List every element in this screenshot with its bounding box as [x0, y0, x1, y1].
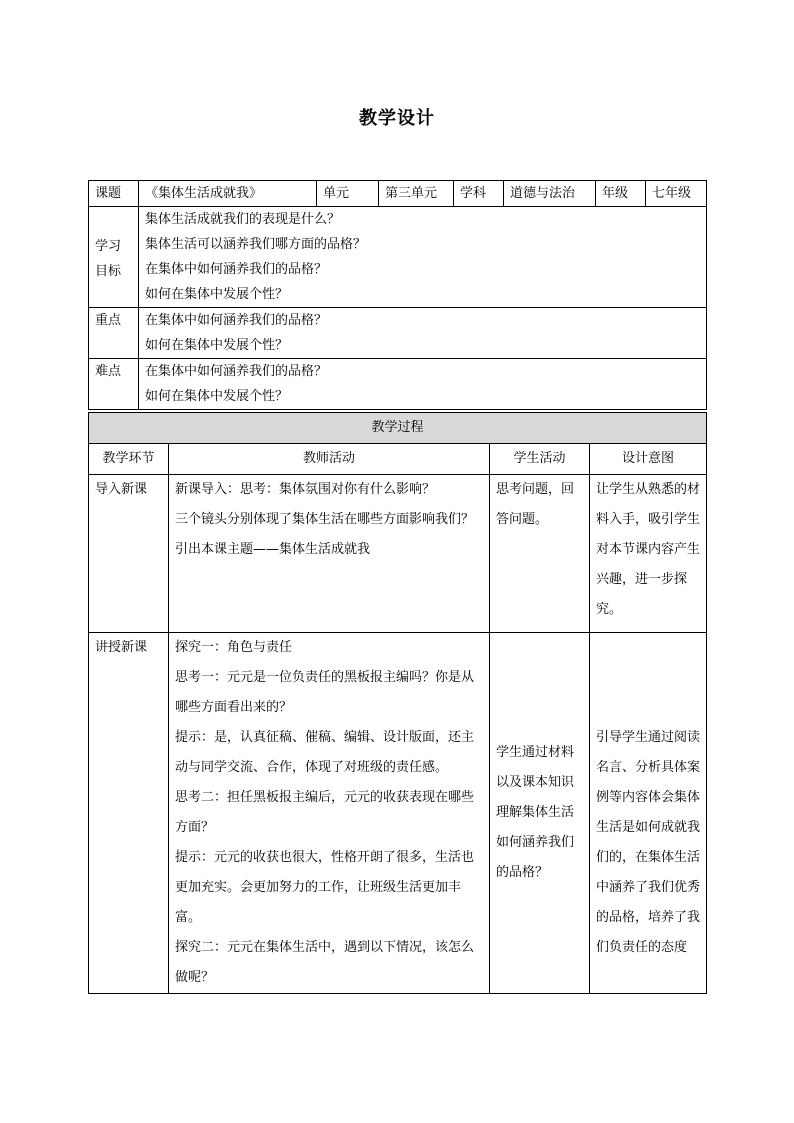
subject-value: 道德与法治: [504, 181, 596, 207]
grade-label: 年级: [596, 181, 646, 207]
teacher-activity-line: 探究二：元元在集体生活中，遇到以下情况，该怎么做呢？: [175, 940, 475, 985]
objectives-content: [139, 207, 707, 308]
process-row-intro: [89, 475, 707, 633]
objectives-row: [89, 207, 707, 308]
difficult-points-label: 难点: [89, 359, 139, 410]
process-heading: 教学过程: [89, 413, 707, 444]
teacher-activity-line: 思考二：担任黑板报主编后，元元的收获表现在哪些方面？: [175, 790, 475, 835]
teaching-process-table: [88, 412, 707, 994]
column-header-teacher: 教师活动: [169, 444, 490, 475]
stage-cell: 讲授新课: [89, 633, 169, 994]
grade-value: 七年级: [646, 181, 707, 207]
objective-line: 在集体中如何涵养我们的品格？: [145, 262, 328, 277]
objective-line: 如何在集体中发展个性？: [145, 287, 289, 302]
objective-line: 集体生活成就我们的表现是什么？: [145, 212, 341, 227]
teacher-activity-cell: [169, 475, 490, 633]
key-points-row: [89, 308, 707, 359]
column-header-stage: 教学环节: [89, 444, 169, 475]
course-info-row: [89, 181, 707, 207]
design-intent-cell: 让学生从熟悉的材料入手，吸引学生对本节课内容产生兴趣，进一步探究。: [590, 475, 707, 633]
teacher-activity-line: 提示：元元的收获也很大，性格开朗了很多，生活也更加充实。会更加努力的工作，让班级生活更加丰富。: [175, 850, 475, 925]
objective-line: 集体生活可以涵养我们哪方面的品格？: [145, 237, 367, 252]
student-activity-cell: 思考问题，回答问题。: [490, 475, 590, 633]
design-intent-cell: 引导学生通过阅读名言、分析具体案例等内容体会集体生活是如何成就我们的，在集体生活中涵养了我们优秀的品格，培养了我们负责任的态度: [590, 633, 707, 994]
unit-value: 第三单元: [379, 181, 454, 207]
key-point-line: 如何在集体中发展个性？: [145, 338, 289, 353]
teacher-activity-line: 引出本课主题——集体生活成就我: [175, 542, 371, 557]
course-label: 课题: [89, 181, 139, 207]
column-header-student: 学生活动: [490, 444, 590, 475]
column-header-intent: 设计意图: [590, 444, 707, 475]
teacher-activity-line: 三个镜头分别体现了集体生活在哪些方面影响我们？: [175, 512, 475, 527]
process-heading-row: [89, 413, 707, 444]
objectives-label-line: 学习: [95, 239, 122, 254]
key-points-label: 重点: [89, 308, 139, 359]
stage-cell: 导入新课: [89, 475, 169, 633]
objectives-label: [89, 207, 139, 308]
course-info-table: [88, 180, 707, 410]
difficult-point-line: 在集体中如何涵养我们的品格？: [145, 364, 328, 379]
difficult-point-line: 如何在集体中发展个性？: [145, 389, 289, 404]
objectives-label-line: 目标: [95, 264, 122, 279]
difficult-points-content: [139, 359, 707, 410]
document-title: 教学设计: [359, 108, 435, 129]
student-activity-cell: 学生通过材料以及课本知识理解集体生活如何涵养我们的品格？: [490, 633, 590, 994]
teacher-activity-line: 探究一：角色与责任: [175, 640, 293, 655]
subject-label: 学科: [454, 181, 504, 207]
process-column-header-row: [89, 444, 707, 475]
key-point-line: 在集体中如何涵养我们的品格？: [145, 313, 328, 328]
teacher-activity-cell: [169, 633, 490, 994]
unit-label: 单元: [317, 181, 379, 207]
course-value: 《集体生活成就我》: [139, 181, 317, 207]
teacher-activity-line: 新课导入：思考：集体氛围对你有什么影响？: [175, 482, 436, 497]
teacher-activity-line: 思考一：元元是一位负责任的黑板报主编吗？你是从哪些方面看出来的？: [175, 670, 475, 715]
key-points-content: [139, 308, 707, 359]
process-row-new-lesson: [89, 633, 707, 994]
difficult-points-row: [89, 359, 707, 410]
teacher-activity-line: 提示：是，认真征稿、催稿、编辑、设计版面，还主动与同学交流、合作，体现了对班级的责任感。: [175, 730, 475, 775]
